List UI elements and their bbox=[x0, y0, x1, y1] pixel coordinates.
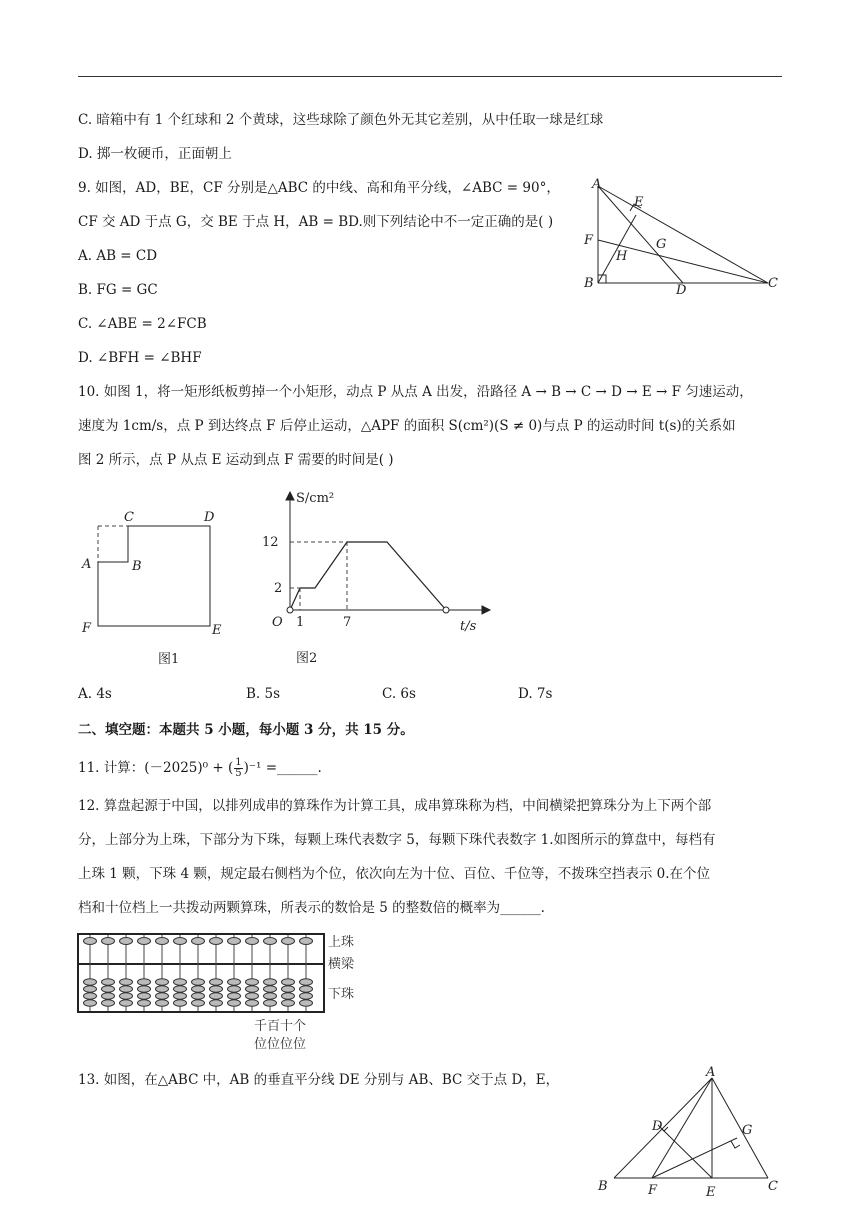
abacus-lower-bead bbox=[156, 979, 169, 985]
abacus-place-top: 千百十个 bbox=[254, 1019, 307, 1034]
abacus-lower-bead bbox=[264, 986, 277, 992]
header-rule bbox=[78, 76, 782, 77]
abacus-lower-bead bbox=[246, 979, 259, 985]
q13-segment-ac bbox=[712, 1078, 768, 1178]
q13-label-e: E bbox=[706, 1185, 716, 1200]
abacus-lower-bead bbox=[300, 993, 313, 999]
abacus-lower-bead bbox=[120, 979, 133, 985]
q10-fig2-y12: 12 bbox=[262, 535, 279, 550]
abacus-lower-bead bbox=[120, 1000, 133, 1006]
abacus-upper-bead bbox=[138, 938, 151, 945]
q13-label-d: D bbox=[652, 1119, 663, 1134]
abacus-lower-bead bbox=[174, 979, 187, 985]
abacus-lower-bead bbox=[246, 986, 259, 992]
abacus-label-lower: 下珠 bbox=[328, 987, 355, 1002]
abacus-lower-bead bbox=[102, 986, 115, 992]
abacus-lower-bead bbox=[102, 979, 115, 985]
abacus-lower-bead bbox=[156, 986, 169, 992]
abacus-upper-bead bbox=[246, 938, 259, 945]
q9-option-a: A. AB = CD bbox=[78, 248, 158, 264]
abacus-lower-bead bbox=[246, 1000, 259, 1006]
abacus-lower-bead bbox=[264, 993, 277, 999]
abacus-upper-bead bbox=[192, 938, 205, 945]
abacus-lower-bead bbox=[102, 993, 115, 999]
abacus-lower-bead bbox=[192, 1000, 205, 1006]
q9-option-d: D. ∠BFH = ∠BHF bbox=[78, 350, 202, 366]
abacus-label-upper: 上珠 bbox=[328, 935, 355, 950]
abacus-lower-bead bbox=[282, 979, 295, 985]
q9-label-h: H bbox=[616, 249, 628, 264]
q10-fig1-label-d: D bbox=[204, 510, 215, 525]
abacus-lower-bead bbox=[210, 979, 223, 985]
q9-stem-line1: 9. 如图，AD，BE，CF 分别是△ABC 的中线、高和角平分线，∠ABC = 90°， bbox=[78, 180, 560, 196]
q10-fig1-caption: 图1 bbox=[158, 652, 180, 667]
abacus-upper-bead bbox=[102, 938, 115, 945]
q10-fig2-xlabel: t/s bbox=[460, 619, 477, 634]
q10-fig2-x-arrow bbox=[482, 606, 490, 614]
abacus-lower-bead bbox=[84, 1000, 97, 1006]
abacus-lower-bead bbox=[138, 979, 151, 985]
q11-stem bbox=[78, 758, 322, 779]
abacus-rods bbox=[84, 935, 313, 1011]
q12-stem-line2: 分，上部分为上珠，下部分为下珠，每颗上珠代表数字 5，每颗下珠代表数字 1.如图所示的算盘中，每档有 bbox=[78, 832, 716, 848]
q11-suffix: )⁻¹ =______. bbox=[243, 760, 322, 776]
q10-figure-2 bbox=[256, 484, 496, 674]
q11-frac-num: 1 bbox=[235, 757, 242, 768]
abacus-lower-bead bbox=[102, 1000, 115, 1006]
q9-label-e: E bbox=[634, 195, 644, 210]
abacus-lower-bead bbox=[228, 979, 241, 985]
q9-option-b: B. FG = GC bbox=[78, 282, 158, 298]
q10-option-b: B. 5s bbox=[246, 686, 281, 702]
abacus-lower-bead bbox=[138, 993, 151, 999]
q10-fig1-shape bbox=[98, 526, 210, 626]
q13-label-b: B bbox=[598, 1179, 608, 1194]
abacus-lower-bead bbox=[138, 986, 151, 992]
q8-option-d: D. 掷一枚硬币，正面朝上 bbox=[78, 146, 232, 162]
abacus-lower-bead bbox=[156, 993, 169, 999]
q10-fig2-y-arrow bbox=[286, 492, 294, 500]
abacus-lower-bead bbox=[282, 993, 295, 999]
q9-stem-line2: CF 交 AD 于点 G，交 BE 于点 H，AB = BD.则下列结论中不一定正确的是( ) bbox=[78, 214, 554, 230]
abacus-lower-bead bbox=[120, 986, 133, 992]
abacus-lower-bead bbox=[84, 979, 97, 985]
q10-fig2-open-start bbox=[287, 607, 293, 613]
q8-option-c: C. 暗箱中有 1 个红球和 2 个黄球，这些球除了颜色外无其它差别，从中任取一球是红球 bbox=[78, 112, 604, 128]
q10-fig2-x1: 1 bbox=[296, 615, 305, 630]
q9-label-a: A bbox=[592, 177, 602, 192]
q11-fraction bbox=[234, 758, 242, 779]
q10-fig2-origin: O bbox=[272, 615, 283, 630]
abacus-figure bbox=[76, 930, 376, 1054]
abacus-lower-bead bbox=[174, 1000, 187, 1006]
q10-figure-1 bbox=[76, 506, 236, 670]
q10-fig2-curve bbox=[290, 542, 446, 610]
q10-fig1-label-c: C bbox=[124, 510, 134, 525]
abacus-lower-bead bbox=[228, 986, 241, 992]
q13-segment-fg bbox=[652, 1138, 737, 1178]
q9-option-c: C. ∠ABE = 2∠FCB bbox=[78, 316, 207, 332]
q9-label-g: G bbox=[656, 237, 667, 252]
abacus-lower-bead bbox=[210, 993, 223, 999]
q10-fig1-label-a: A bbox=[82, 557, 92, 572]
abacus-lower-bead bbox=[156, 1000, 169, 1006]
q10-fig1-label-f: F bbox=[82, 621, 92, 636]
abacus-lower-bead bbox=[138, 1000, 151, 1006]
q10-fig2-caption: 图2 bbox=[296, 651, 318, 666]
abacus-lower-bead bbox=[246, 993, 259, 999]
q9-segment-ac bbox=[598, 186, 768, 283]
abacus-upper-bead bbox=[210, 938, 223, 945]
abacus-lower-bead bbox=[300, 1000, 313, 1006]
q12-stem-line4: 档和十位档上一共拨动两颗算珠，所表示的数恰是 5 的整数倍的概率为______. bbox=[78, 900, 545, 916]
abacus-lower-bead bbox=[192, 993, 205, 999]
q10-stem-line2: 速度为 1cm/s，点 P 到达终点 F 后停止运动，△APF 的面积 S(cm²)(S ≠ 0)与点 P 的运动时间 t(s)的关系如 bbox=[78, 418, 736, 434]
q9-label-f: F bbox=[584, 233, 594, 248]
abacus-lower-bead bbox=[210, 986, 223, 992]
abacus-lower-bead bbox=[84, 986, 97, 992]
abacus-upper-bead bbox=[174, 938, 187, 945]
abacus-upper-bead bbox=[300, 938, 313, 945]
abacus-upper-bead bbox=[120, 938, 133, 945]
q13-triangle-figure bbox=[592, 1066, 792, 1206]
q13-label-c: C bbox=[768, 1179, 778, 1194]
abacus-lower-bead bbox=[282, 986, 295, 992]
abacus-lower-bead bbox=[228, 993, 241, 999]
q10-option-c: C. 6s bbox=[382, 686, 416, 702]
q12-stem-line3: 上珠 1 颗，下珠 4 颗，规定最右侧档为个位，依次向左为十位、百位、千位等，不拨珠空挡表示 0.在个位 bbox=[78, 866, 711, 882]
q12-stem-line1: 12. 算盘起源于中国，以排列成串的算珠作为计算工具，成串算珠称为档，中间横梁把算珠分为上下两个部 bbox=[78, 798, 712, 814]
abacus-lower-bead bbox=[264, 979, 277, 985]
q10-fig1-label-b: B bbox=[132, 559, 142, 574]
q10-fig2-y2: 2 bbox=[274, 581, 283, 596]
q13-label-g: G bbox=[742, 1123, 753, 1138]
abacus-lower-bead bbox=[228, 1000, 241, 1006]
q9-triangle-figure bbox=[578, 176, 788, 300]
abacus-lower-bead bbox=[192, 986, 205, 992]
abacus-lower-bead bbox=[174, 993, 187, 999]
q13-right-angle-g bbox=[731, 1141, 740, 1148]
q10-option-d: D. 7s bbox=[518, 686, 553, 702]
q10-fig2-open-end bbox=[443, 607, 449, 613]
q10-stem-line3: 图 2 所示，点 P 从点 E 运动到点 F 需要的时间是( ) bbox=[78, 452, 394, 468]
q9-label-d: D bbox=[676, 283, 687, 298]
abacus-lower-bead bbox=[174, 986, 187, 992]
abacus-lower-bead bbox=[300, 986, 313, 992]
q13-stem-line1: 13. 如图，在△ABC 中，AB 的垂直平分线 DE 分别与 AB、BC 交于点 D，E， bbox=[78, 1072, 560, 1088]
abacus-place-bottom: 位位位位 bbox=[254, 1037, 307, 1052]
q10-fig1-label-e: E bbox=[212, 623, 222, 638]
abacus-upper-bead bbox=[282, 938, 295, 945]
abacus-lower-bead bbox=[120, 993, 133, 999]
q13-label-a: A bbox=[706, 1066, 716, 1080]
q9-label-b: B bbox=[584, 276, 594, 291]
abacus-lower-bead bbox=[300, 979, 313, 985]
abacus-lower-bead bbox=[282, 1000, 295, 1006]
section-2-heading: 二、填空题：本题共 5 小题，每小题 3 分，共 15 分。 bbox=[78, 722, 414, 738]
q10-stem-line1: 10. 如图 1，将一矩形纸板剪掉一个小矩形，动点 P 从点 A 出发，沿路径 A → B → C → D → E → F 匀速运动， bbox=[78, 384, 753, 400]
q9-label-c: C bbox=[768, 276, 778, 291]
abacus-lower-bead bbox=[84, 993, 97, 999]
abacus-label-beam: 横梁 bbox=[328, 957, 355, 972]
abacus-upper-bead bbox=[156, 938, 169, 945]
q11-frac-den: 5 bbox=[235, 768, 242, 779]
abacus-upper-bead bbox=[84, 938, 97, 945]
q10-option-a: A. 4s bbox=[78, 686, 112, 702]
abacus-lower-bead bbox=[210, 1000, 223, 1006]
abacus-lower-bead bbox=[264, 1000, 277, 1006]
abacus-upper-bead bbox=[228, 938, 241, 945]
q13-label-f: F bbox=[648, 1183, 658, 1198]
q11-prefix: 11. 计算：(－2025)⁰ + ( bbox=[78, 760, 234, 776]
q10-fig2-x7: 7 bbox=[343, 615, 352, 630]
abacus-lower-bead bbox=[192, 979, 205, 985]
q10-fig2-ylabel: S/cm² bbox=[296, 491, 335, 506]
abacus-upper-bead bbox=[264, 938, 277, 945]
